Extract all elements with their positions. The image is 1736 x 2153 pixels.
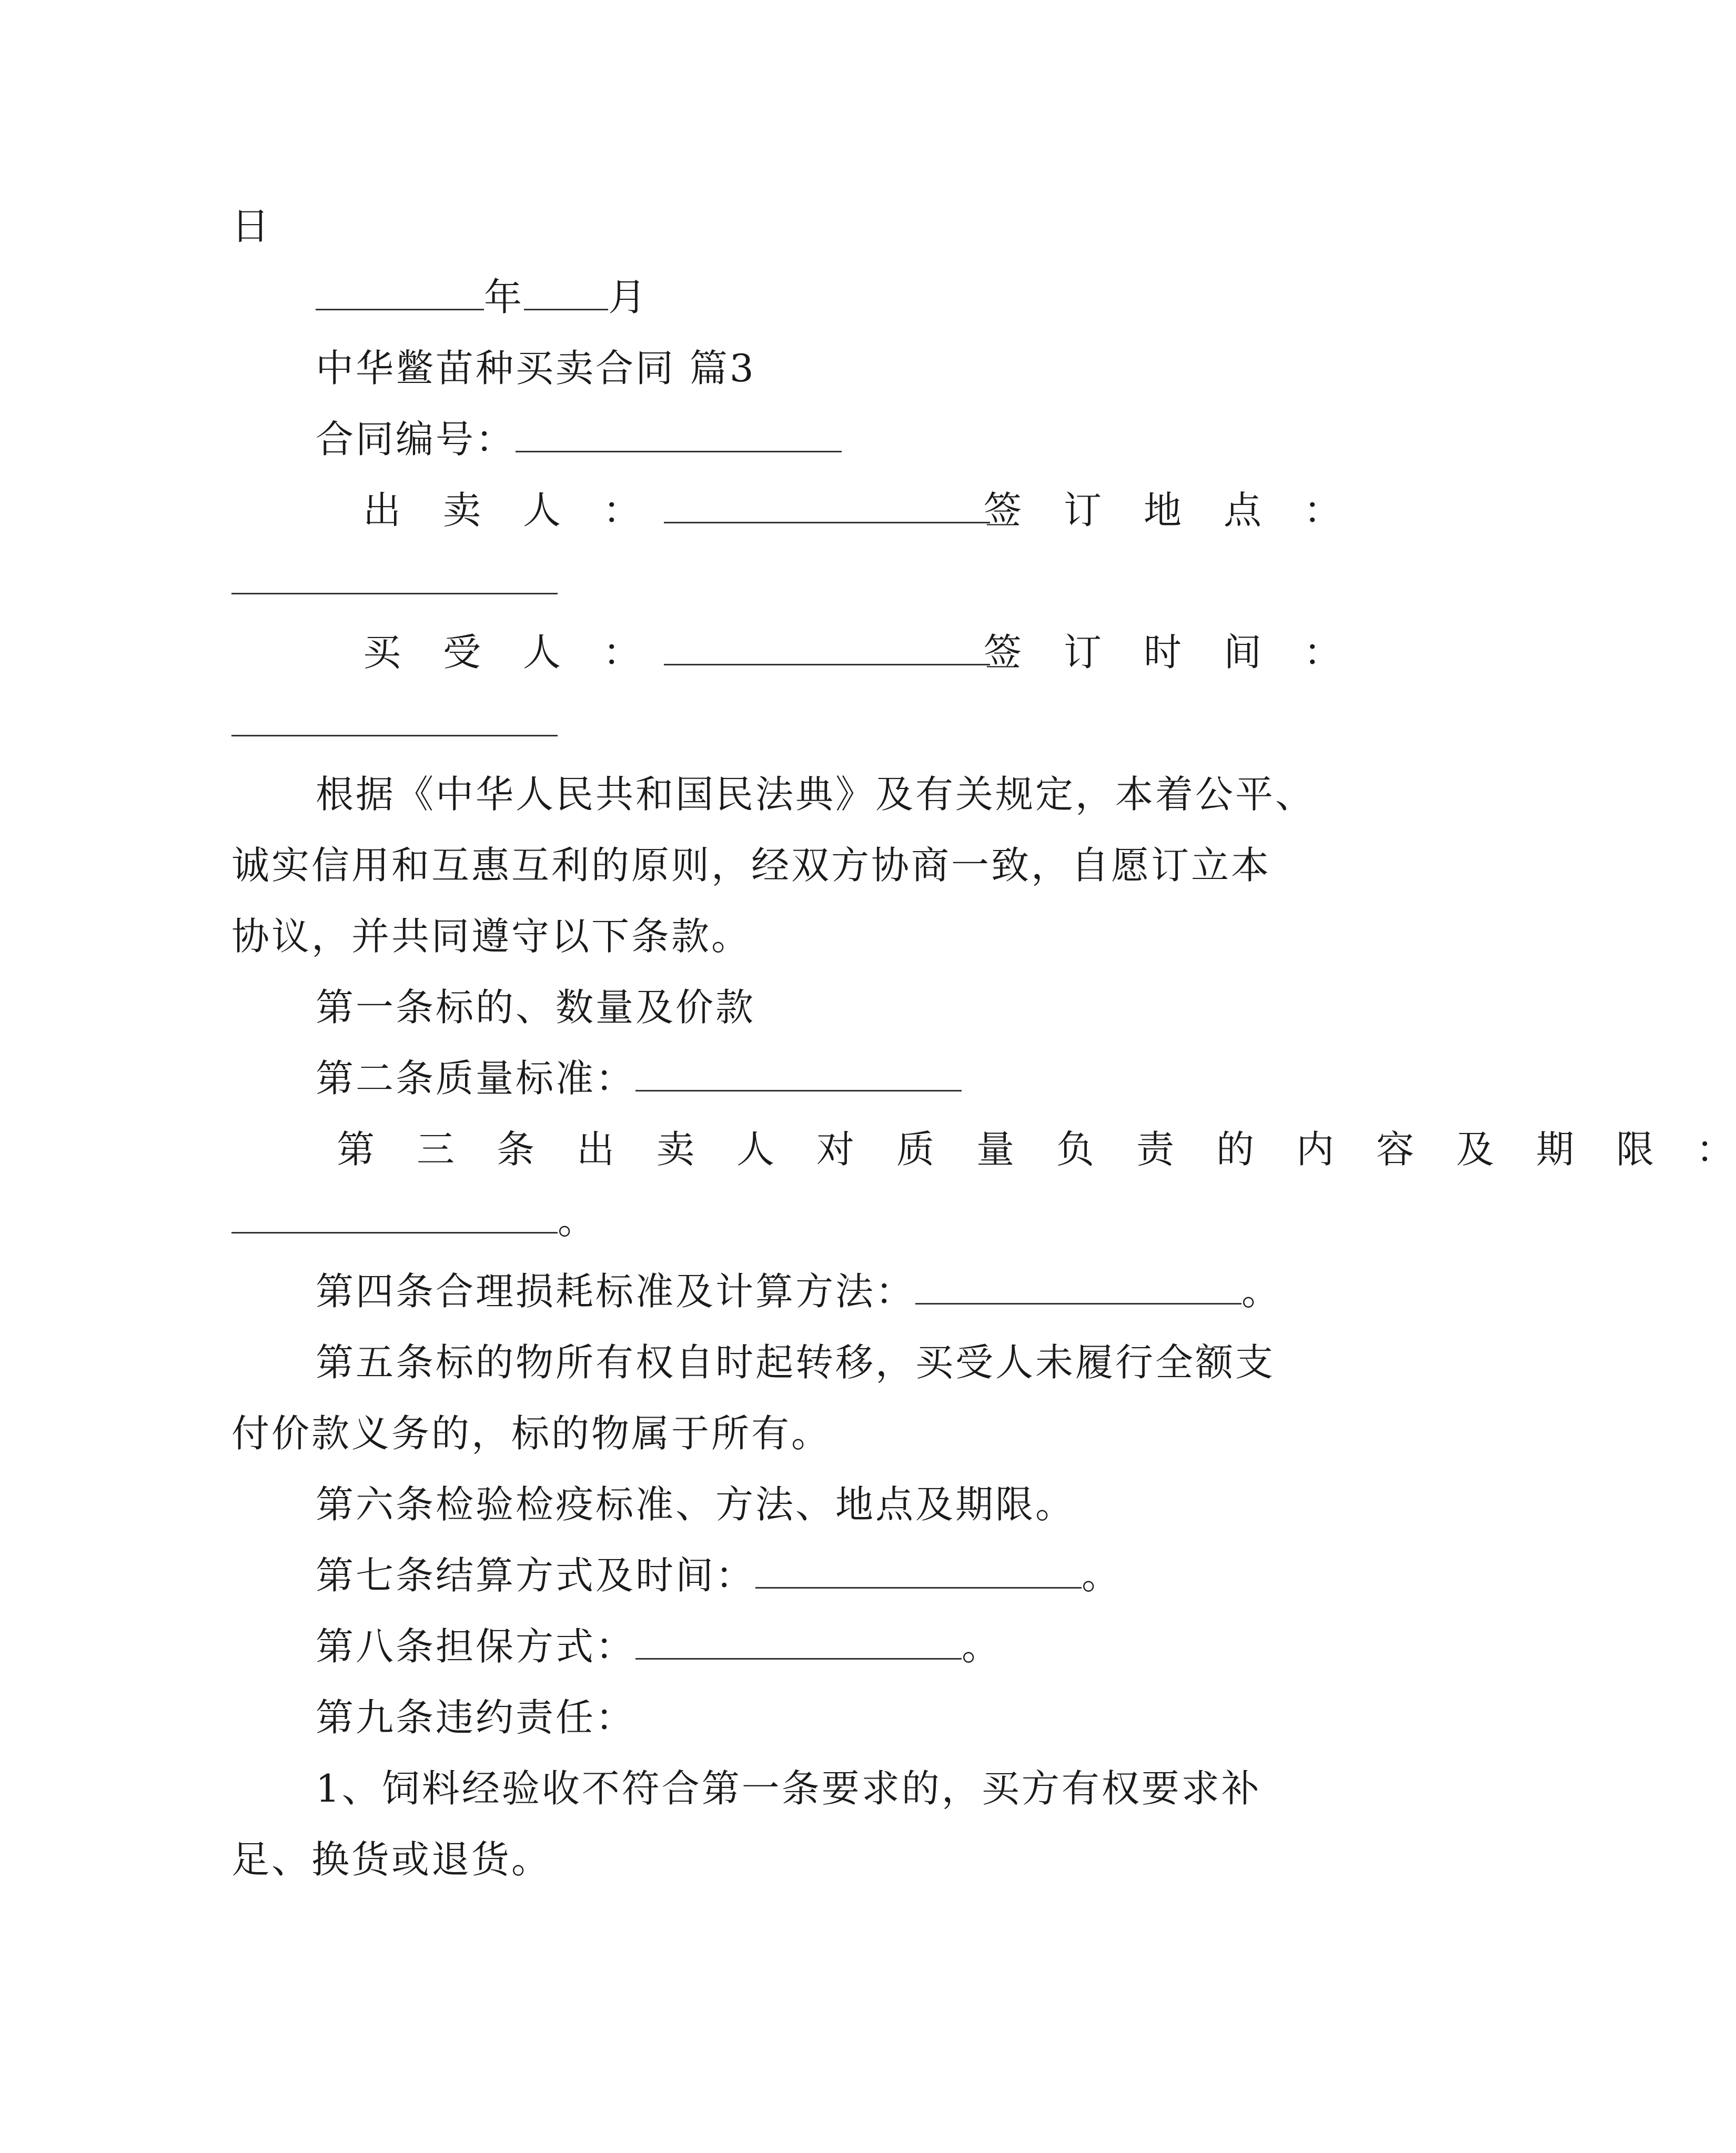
sign-time-label: 签 订 时 间 ：: [984, 630, 1344, 674]
buyer-label: 买 受 人 ：: [363, 630, 643, 674]
sign-time-blank: [231, 702, 558, 736]
article-4-label: 第四条合理损耗标准及计算方法：: [316, 1269, 916, 1313]
item-1-line-1: 1、饲料经验收不符合第一条要求的，买方有权要求补: [316, 1766, 1261, 1811]
sign-place-blank: [231, 560, 558, 594]
article-3: 第 三 条 出 卖 人 对 质 量 负 责 的 内 容 及 期 限 ：: [337, 1127, 1736, 1171]
article-3-blank-line: [231, 1197, 598, 1244]
article-8-label: 第八条担保方式：: [316, 1624, 636, 1669]
article-9: 第九条违约责任：: [316, 1695, 636, 1740]
article-2-label: 第二条质量标准：: [316, 1056, 636, 1100]
article-7: [316, 1552, 1122, 1599]
sign-place-label: 签 订 地 点 ：: [984, 488, 1344, 532]
preamble-line-3: 协议，并共同遵守以下条款。: [231, 914, 752, 958]
article-5-line-1: 第五条标的物所有权自时起转移，买受人未履行全额支: [316, 1340, 1276, 1384]
article-7-blank: [755, 1554, 1082, 1589]
item-1-line-2: 足、换货或退货。: [231, 1837, 552, 1882]
year-blank: [316, 276, 484, 310]
article-7-label: 第七条结算方式及时间：: [316, 1553, 756, 1598]
date-line: [316, 274, 648, 321]
article-4-blank: [915, 1270, 1242, 1305]
preamble-line-2: 诚实信用和互惠互利的原则，经双方协商一致，自愿订立本: [231, 843, 1271, 887]
contract-number-line: [316, 416, 842, 463]
preamble-line-1: 根据《中华人民共和国民法典》及有关规定，本着公平、: [316, 772, 1316, 816]
sign-time-blank-line: [231, 700, 558, 747]
article-7-period: 。: [1082, 1553, 1122, 1598]
month-label: 月: [608, 275, 649, 319]
buyer-line: [363, 629, 990, 676]
contract-title: 中华鳖苗种买卖合同 篇3: [316, 346, 756, 390]
article-2: [316, 1055, 962, 1102]
seller-label: 出 卖 人 ：: [363, 488, 643, 532]
article-6: 第六条检验检疫标准、方法、地点及期限。: [316, 1482, 1076, 1527]
seller-blank: [664, 489, 990, 523]
article-4-period: 。: [1242, 1269, 1282, 1313]
buyer-blank: [664, 631, 990, 665]
day-text: 日: [231, 204, 272, 248]
article-2-blank: [635, 1057, 962, 1091]
contract-number-blank: [516, 418, 842, 452]
article-8-period: 。: [962, 1624, 1002, 1669]
year-label: 年: [484, 275, 524, 319]
article-3-period: 。: [558, 1198, 598, 1242]
article-4: [316, 1268, 1281, 1315]
contract-number-label: 合同编号：: [316, 417, 516, 461]
article-1: 第一条标的、数量及价款: [316, 985, 756, 1029]
article-8-blank: [635, 1625, 962, 1660]
sign-place-blank-line: [231, 558, 558, 605]
article-5-line-2: 付价款义务的，标的物属于所有。: [231, 1411, 832, 1455]
article-8: [316, 1623, 1002, 1670]
month-blank: [524, 276, 608, 310]
article-3-blank: [231, 1199, 558, 1234]
seller-line: [363, 487, 990, 534]
